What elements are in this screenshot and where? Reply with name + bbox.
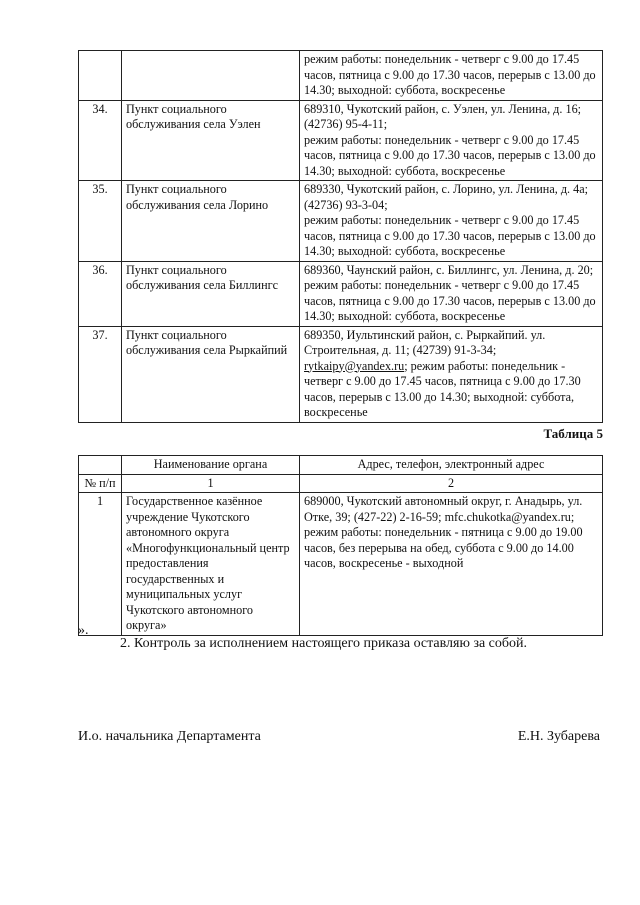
- row-number: 37.: [79, 326, 122, 422]
- column-index-2: 2: [300, 474, 603, 493]
- address-text: 689360, Чаунский район, с. Биллингс, ул. Ленина, д. 20;: [304, 262, 594, 277]
- table-row: [79, 51, 603, 101]
- column-header-number: № п/п: [79, 474, 122, 493]
- table-row: [79, 100, 603, 181]
- row-number: [79, 51, 122, 101]
- signature-position: И.о. начальника Департамента: [78, 729, 261, 744]
- row-name: Пункт социального обслуживания села Уэлен: [122, 100, 300, 181]
- row-number: 1: [79, 493, 122, 636]
- social-points-table: [78, 50, 603, 423]
- row-name: Пункт социального обслуживания села Лорино: [122, 181, 300, 262]
- address-text: 689310, Чукотский район, с. Уэлен, ул. Ленина, д. 16; (42736) 95-4-11;: [304, 101, 582, 131]
- address-text: 689350, Иультинский район, с. Рыркайпий. ул. Строительная, д. 11; (42739) 91-3-34;: [304, 327, 546, 357]
- table-header-row: [79, 456, 603, 475]
- row-name: [122, 51, 300, 101]
- row-details: [300, 261, 603, 326]
- address-text: 689330, Чукотский район, с. Лорино, ул. Ленина, д. 4а; (42736) 93-3-04;: [304, 182, 589, 212]
- table-row: [79, 181, 603, 262]
- row-details: [300, 326, 603, 422]
- closing-quote: ».: [78, 623, 89, 638]
- row-number: 36.: [79, 261, 122, 326]
- schedule-text: режим работы: понедельник - четверг с 9.00 до 17.45 часов, пятница с 9.00 до 17.30 часов, перерыв с 13.00 до 14.30; выходной: суббота, воскресенье: [304, 213, 596, 258]
- mfc-table: [78, 455, 603, 636]
- table-row: [79, 261, 603, 326]
- row-details: 689000, Чукотский автономный округ, г. Анадырь, ул. Отке, 39; (427-22) 2-16-59; mfc.chukotka@yandex.ru; режим работы: понедельник - пятница с 9.00 до 19.00 часов, без перерыва на обед, суббота с 9.00 до 14.00 часов, воскресенье - выходной: [300, 493, 603, 636]
- row-details: [300, 51, 603, 101]
- row-name: Пункт социального обслуживания села Рыркайпий: [122, 326, 300, 422]
- column-index-1: 1: [122, 474, 300, 493]
- schedule-text: режим работы: понедельник - четверг с 9.00 до 17.45 часов, пятница с 9.00 до 17.30 часов, перерыв с 13.00 до 14.30; выходной: суббота, воскресенье: [304, 132, 596, 178]
- table-row: [79, 326, 603, 422]
- column-header-name: Наименование органа: [122, 456, 300, 475]
- email-link[interactable]: rytkaipy@yandex.ru: [304, 358, 405, 373]
- schedule-text: режим работы: понедельник - четверг с 9.00 до 17.45 часов, пятница с 9.00 до 17.30 часов, перерыв с 13.00 до 14.30; выходной: суббота, воскресенье: [304, 52, 596, 97]
- row-name: Пункт социального обслуживания села Биллингс: [122, 261, 300, 326]
- row-number: 35.: [79, 181, 122, 262]
- table-row: [79, 493, 603, 636]
- column-header-address: Адрес, телефон, электронный адрес: [300, 456, 603, 475]
- schedule-text: ; режим работы: понедельник - четверг с 9.00 до 17.45 часов, пятница с 9.00 до 17.30 часов, перерыв с 13.00 до 14.30; выходной: суббота, воскресенье: [304, 358, 581, 419]
- row-details: [300, 181, 603, 262]
- row-number: 34.: [79, 100, 122, 181]
- schedule-text: режим работы: понедельник - четверг с 9.00 до 17.45 часов, пятница с 9.00 до 17.30 часов, перерыв с 13.00 до 14.30; выходной: суббота, воскресенье: [304, 278, 596, 323]
- table-index-row: [79, 474, 603, 493]
- table-5-title: Таблица 5: [543, 426, 603, 441]
- row-name: Государственное казённое учреждение Чукотского автономного округа «Многофункциональный центр предоставления государственных и муниципальных услуг Чукотского автономного округа»: [122, 493, 300, 636]
- row-details: [300, 100, 603, 181]
- signature-name: Е.Н. Зубарева: [517, 729, 600, 744]
- paragraph-2: 2. Контроль за исполнением настоящего приказа оставляю за собой.: [120, 636, 528, 651]
